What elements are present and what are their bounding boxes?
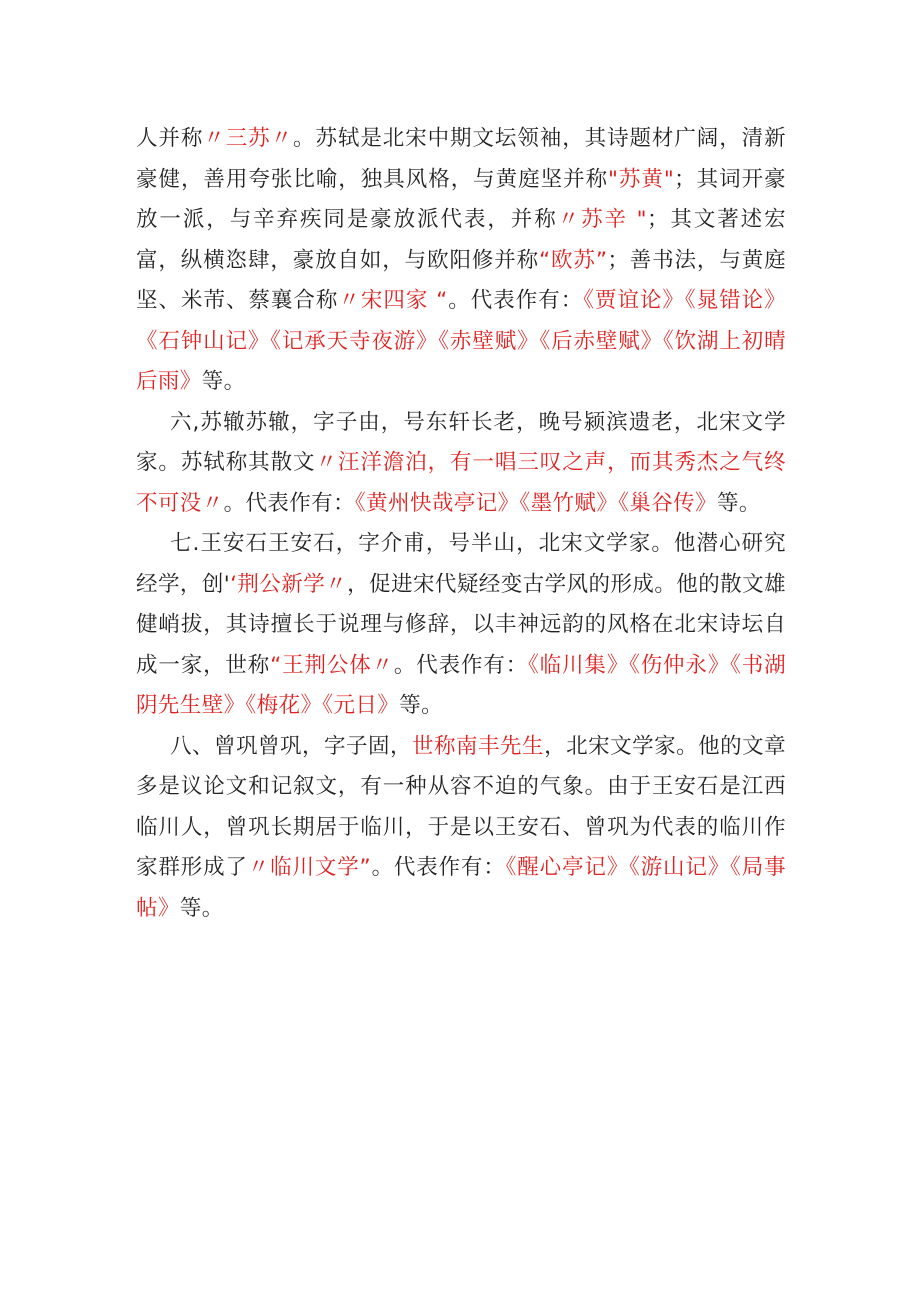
document-body xyxy=(136,119,786,929)
highlight-span: “王荆公体〃 xyxy=(270,652,394,678)
highlight-span: 〃宋四家 “ xyxy=(338,288,448,313)
text-span: 。代表作有： xyxy=(223,490,356,516)
highlight-span: ‘荆公新学〃 xyxy=(230,571,348,597)
text-span: 六,苏辙苏辙，字子由，号东轩长老，晚号颍滨遗老，北宋文学家。苏轼称其散文 xyxy=(136,409,786,475)
highlight-span: 《黄州快哉亭记》《墨竹赋》《巢谷传》 xyxy=(355,490,717,516)
highlight-span: "苏黄" xyxy=(608,166,675,192)
text-span: ，促进宋代疑经变古学风的形成。他的散文雄健峭拔，其诗擅长于说理与修辞，以丰神远韵的风格在北宋诗坛自成一家，世称 xyxy=(136,571,786,678)
paragraph-zeng-gong xyxy=(136,727,786,930)
paragraph-wang-anshi xyxy=(136,524,786,727)
paragraph-su-zhe xyxy=(136,403,786,525)
highlight-span: 《醒心亭记》《游山记》《局事帖》 xyxy=(136,855,786,921)
highlight-span: “欧苏” xyxy=(539,247,608,273)
text-span: ；善书法，与黄庭坚、米芾、蔡襄合称 xyxy=(136,247,787,313)
text-span: ；其词开豪放一派，与辛弃疾同是豪放派代表，并称 xyxy=(136,166,786,232)
paragraph-su-shi xyxy=(136,119,786,403)
highlight-span: 〃三苏〃 xyxy=(203,126,294,151)
text-span: 等。 xyxy=(179,895,224,921)
highlight-span: 《贾谊论》《晁错论》《石钟山记》《记承天寺夜游》《赤壁赋》《后赤壁赋》《饮湖上初晴后雨》 xyxy=(136,288,786,394)
text-span: 。代表作有： xyxy=(371,855,506,880)
text-span: 等。 xyxy=(716,490,761,516)
highlight-span: 〃汪洋澹泊，有一唱三叹之声，而其秀杰之气终不可没〃 xyxy=(136,450,787,516)
text-span: 等。 xyxy=(201,369,246,394)
text-span: 八、曾巩曾巩，字子固， xyxy=(170,733,413,759)
text-span: ；其文著述宏富，纵横恣肆，豪放自如，与欧阳修并称 xyxy=(136,207,786,273)
text-span: 。代表作有： xyxy=(447,288,584,313)
highlight-span: 〃临川文学” xyxy=(247,855,372,880)
text-span: 七.王安石王安石，字介甫，号半山，北宋文学家。他潜心研究经学，创' xyxy=(136,531,786,597)
text-span: 人并称 xyxy=(136,126,204,151)
text-span: 。代表作有： xyxy=(393,652,529,678)
text-span: 等。 xyxy=(399,693,444,718)
text-span: ，北宋文学家。他的文章多是议论文和记叙文，有一种从容不迫的气象。由于王安石是江西临川人，曾巩长期居于临川，于是以王安石、曾巩为代表的临川作家群形成了 xyxy=(136,733,787,880)
highlight-span: 世称南丰先生 xyxy=(412,733,545,759)
highlight-span: 《临川集》《伤仲永》《书湖阴先生壁》《梅花》《元日》 xyxy=(136,652,786,718)
text-span: 。苏轼是北宋中期文坛领袖，其诗题材广阔，清新豪健，善用夸张比喻，独具风格，与黄庭坚并称 xyxy=(136,126,786,192)
highlight-span: 〃苏辛 " xyxy=(557,207,647,232)
